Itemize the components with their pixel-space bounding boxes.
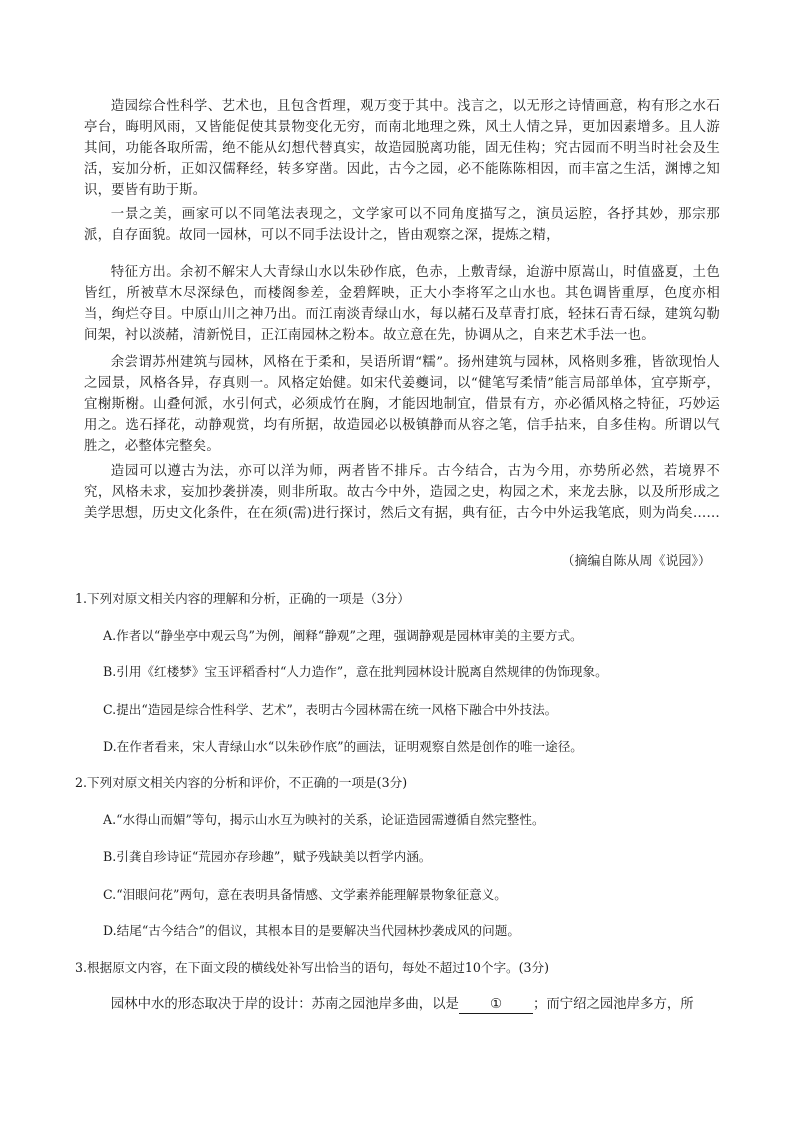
- passage-paragraph-1: 造园综合性科学、艺术也，且包含哲理，观万变于其中。浅言之，以无形之诗情画意，构有形之水石亭台，晦明风雨，又皆能促使其景物变化无穷，而南北地理之殊，风土人情之异，更加因素增多。且人游其间，功能各取所需，绝不能从幻想代替真实，故造园脱离功能，固无佳构；究古园而不明当时社会及生活，妄加分析，正如汉儒释经，转多穿凿。因此，古今之园，必不能陈陈相因，而丰富之生活，渊博之知识，要皆有助于斯。: [84, 99, 720, 198]
- question-2-option-d: D.结尾“古今结合”的倡议，其根本目的是要解决当代园林抄袭成风的问题。: [103, 923, 520, 938]
- question-2-option-a: A.“水得山而媚”等句，揭示山水互为映衬的关系，论证造园需遵循自然完整性。: [103, 812, 545, 827]
- question-3-text-after: ；而宁绍之园池岸多方，所: [532, 997, 694, 1012]
- passage-source: （摘编自陈从周《说园》）: [561, 554, 711, 569]
- question-3-text-before: 园林中水的形态取决于岸的设计：苏南之园池岸多曲，以是: [110, 997, 459, 1012]
- passage-paragraph-4: 余尝谓苏州建筑与园林，风格在于柔和，吴语所谓“糯”。扬州建筑与园林，风格则多雅，皆欲现怡人之园景，风格各异，存真则一。风格定始健。如宋代姜夔词，以“健笔写柔情”能言局部单体，宜亭斯亭，宜榭斯榭。山叠何派，水引何式，必须成竹在胸，才能因地制宜，借景有方，亦必循风格之特征，巧妙运用之。选石择花，动静观赏，均有所据，故造园必以极镇静而从容之笔，信手拈来，自多佳构。所谓以气胜之，必整体完整矣。: [84, 355, 720, 454]
- question-1-stem: 1.下列对原文相关内容的理解和分析，正确的一项是（3分）: [75, 591, 410, 606]
- question-2-stem: 2.下列对原文相关内容的分析和评价，不正确的一项是(3分): [75, 775, 408, 790]
- question-2-option-b: B.引龚自珍诗证“荒园亦存珍趣”，赋予残缺美以哲学内涵。: [103, 849, 432, 864]
- question-1-option-a: A.作者以“静坐亭中观云鸟”为例，阐释“静观”之理，强调静观是园林审美的主要方式。: [103, 628, 583, 643]
- question-3-stem: 3.根据原文内容，在下面文段的横线处补写出恰当的语句，每处不超过10个字。(3分): [75, 960, 550, 975]
- question-1-option-c: C.提出“造园是综合性科学、艺术”，表明古今园林需在统一风格下融合中外技法。: [103, 702, 558, 717]
- question-3-passage: [84, 994, 734, 1015]
- question-1-option-b: B.引用《红楼梦》宝玉评稻香村“人力造作”，意在批判园林设计脱离自然规律的伪饰现象。: [103, 664, 608, 679]
- answer-blank-1[interactable]: ①: [459, 997, 533, 1014]
- passage-paragraph-2: 一景之美，画家可以不同笔法表现之，文学家可以不同角度描写之，演员运腔，各抒其妙，那宗那派，自存面貌。故同一园林，可以不同手法设计之，皆由观察之深，提炼之精，: [84, 207, 720, 243]
- passage-paragraph-5: 造园可以遵古为法，亦可以洋为师，两者皆不排斥。古今结合，古为今用，亦势所必然，若境界不究，风格未求，妄加抄袭拼凑，则非所取。故古今中外，造园之史，构园之术，来龙去脉，以及所形成之美学思想，历史文化条件，在在须(需)进行探讨，然后文有据，典有征，古今中外运我笔底，则为尚矣……: [84, 464, 721, 521]
- passage-paragraph-3: 特征方出。余初不解宋人大青绿山水以朱砂作底，色赤，上敷青绿，迨游中原嵩山，时值盛夏，土色皆红，所被草木尽深绿色，而楼阁参差，金碧辉映，正大小李将军之山水也。其色调皆重厚，色度亦相当，绚烂夺目。中原山川之神乃出。而江南淡青绿山水，每以赭石及草青打底，轻抹石青石绿，建筑勾勒间架，衬以淡赭，清新悦目，正江南园林之粉本。故立意在先，协调从之，自来艺术手法一也。: [84, 265, 720, 343]
- question-1-option-d: D.在作者看来，宋人青绿山水“以朱砂作底”的画法，证明观察自然是创作的唯一途径。: [103, 739, 583, 754]
- question-2-option-c: C.“泪眼问花”两句，意在表明具备情感、文学素养能理解景物象征意义。: [103, 887, 507, 902]
